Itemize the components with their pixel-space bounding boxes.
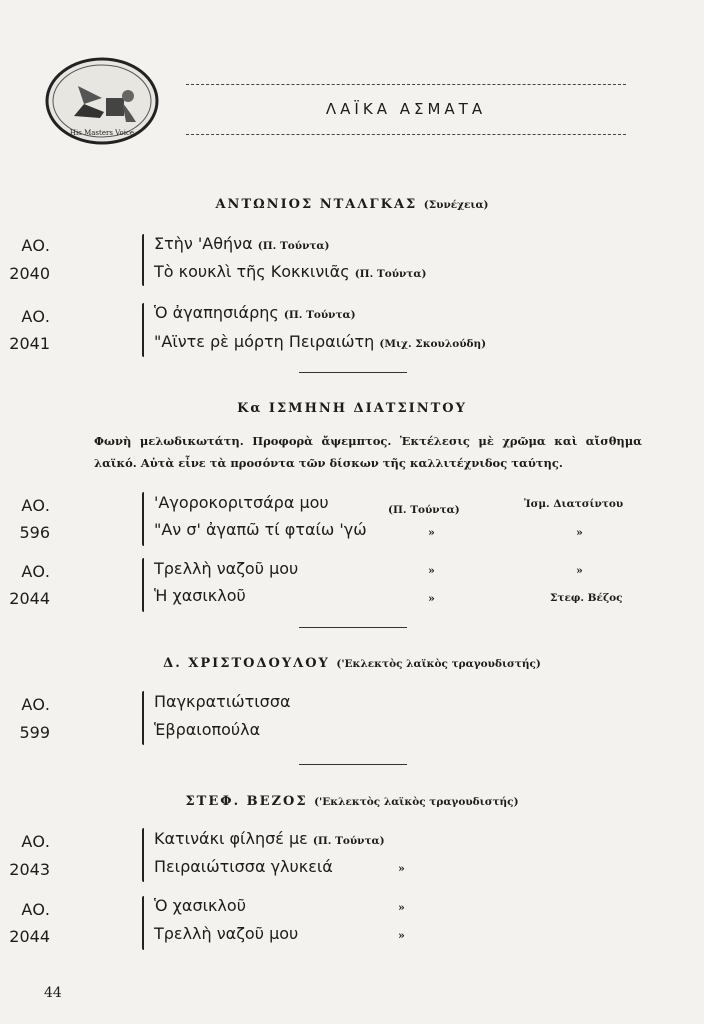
song-title: 'Αγοροκοριτσάρα μου bbox=[154, 493, 329, 512]
catalog-number: 599 bbox=[19, 723, 50, 742]
page-number: 44 bbox=[44, 985, 62, 1001]
ditto-mark: » bbox=[576, 564, 583, 577]
section-note: ('Εκλεκτὸς λαϊκὸς τραγουδιστής) bbox=[314, 796, 519, 808]
ditto-mark: » bbox=[398, 901, 405, 914]
catalog-label: ΑΟ. bbox=[21, 307, 50, 326]
catalog-number: 2040 bbox=[9, 264, 50, 283]
ditto-mark: » bbox=[398, 929, 405, 942]
section-divider bbox=[299, 372, 407, 373]
ditto-mark: » bbox=[428, 564, 435, 577]
record-brace bbox=[142, 234, 150, 286]
catalog-number: 2041 bbox=[9, 334, 50, 353]
section-divider bbox=[299, 627, 407, 628]
catalog-number: 2044 bbox=[9, 927, 50, 946]
artist-name: ΣΤΕΦ. ΒΕΖΟΣ bbox=[185, 794, 308, 809]
record-brace bbox=[142, 492, 150, 546]
composer: (Π. Τούντα) bbox=[388, 504, 460, 516]
song-title: Παγκρατιώτισσα bbox=[154, 692, 291, 711]
record-brace bbox=[142, 828, 150, 882]
song-title: "Αν σ' ἀγαπῶ τί φταίω 'γώ bbox=[154, 520, 367, 539]
ditto-mark: » bbox=[428, 526, 435, 539]
record-brace bbox=[142, 896, 150, 950]
his-masters-voice-logo bbox=[44, 56, 160, 146]
artist-name: Κα ΙΣΜΗΝΗ ΔΙΑΤΣΙΝΤΟΥ bbox=[237, 401, 467, 416]
song-line bbox=[154, 303, 356, 322]
song-title: Ἡ χασικλοῦ bbox=[154, 586, 246, 605]
svg-text:His Masters Voice: His Masters Voice bbox=[69, 129, 135, 137]
song-line bbox=[154, 332, 486, 351]
catalog-number: 2044 bbox=[9, 589, 50, 608]
song-title: Στὴν 'Αθήνα bbox=[154, 234, 253, 253]
song-line bbox=[154, 262, 426, 281]
performer: Στεφ. Βέζος bbox=[550, 592, 623, 604]
record-brace bbox=[142, 558, 150, 612]
artist-name: ΑΝΤΩΝΙΟΣ ΝΤΑΛΓΚΑΣ bbox=[215, 197, 418, 212]
song-line bbox=[154, 559, 298, 578]
catalog-label: ΑΟ. bbox=[21, 236, 50, 255]
composer: (Μιχ. Σκουλούδη) bbox=[379, 338, 487, 350]
composer: (Π. Τούντα) bbox=[312, 835, 385, 847]
header-rule-top bbox=[186, 84, 626, 85]
song-title: Τρελλὴ ναζοῦ μου bbox=[154, 924, 299, 943]
artist-name: Δ. ΧΡΙΣΤΟΔΟΥΛΟΥ bbox=[163, 656, 330, 671]
section-heading bbox=[0, 794, 704, 809]
catalog-label: ΑΟ. bbox=[21, 900, 50, 919]
song-title: Πειραιώτισσα γλυκειά bbox=[154, 857, 333, 876]
page-title: ΛΑΪΚΑ ΑΣΜΑΤΑ bbox=[325, 100, 487, 118]
song-title: Ὁ χασικλοῦ bbox=[154, 896, 246, 915]
song-title: "Αϊντε ρὲ μόρτη Πειραιώτη bbox=[154, 332, 375, 351]
section-heading bbox=[0, 197, 704, 212]
section-divider bbox=[299, 764, 407, 765]
song-line bbox=[154, 896, 246, 915]
song-line bbox=[154, 520, 367, 539]
song-line bbox=[154, 234, 329, 253]
section-note: ('Εκλεκτὸς λαϊκὸς τραγουδιστής) bbox=[336, 658, 541, 670]
song-line bbox=[154, 493, 329, 512]
catalog-label: ΑΟ. bbox=[21, 496, 50, 515]
catalog-label: ΑΟ. bbox=[21, 562, 50, 581]
song-title: Ἑβραιοπούλα bbox=[154, 720, 261, 739]
song-title: Κατινάκι φίλησέ με bbox=[154, 829, 308, 848]
catalog-label: ΑΟ. bbox=[21, 695, 50, 714]
song-title: Ὁ ἀγαπησιάρης bbox=[154, 303, 279, 322]
ditto-mark: » bbox=[428, 592, 435, 605]
record-brace bbox=[142, 303, 150, 357]
song-line bbox=[154, 586, 246, 605]
ditto-mark: » bbox=[398, 862, 405, 875]
song-line bbox=[154, 829, 385, 848]
catalog-number: 2043 bbox=[9, 860, 50, 879]
composer: (Π. Τούντα) bbox=[283, 309, 356, 321]
section-heading bbox=[0, 656, 704, 671]
record-brace bbox=[142, 691, 150, 745]
section-heading bbox=[0, 401, 704, 416]
song-title: Τὸ κουκλὶ τῆς Κοκκινιᾶς bbox=[154, 262, 350, 281]
song-line bbox=[154, 692, 291, 711]
catalog-label: ΑΟ. bbox=[21, 832, 50, 851]
song-line bbox=[154, 857, 333, 876]
song-title: Τρελλὴ ναζοῦ μου bbox=[154, 559, 299, 578]
performer: Ἰσμ. Διατσίντου bbox=[524, 498, 624, 510]
header-rule-bottom bbox=[186, 134, 626, 135]
catalog-number: 596 bbox=[19, 523, 50, 542]
composer: (Π. Τούντα) bbox=[257, 240, 330, 252]
artist-description: Φωνὴ μελωδικωτάτη. Προφορὰ ἄψεμπτος. Ἐκτέλεσις μὲ χρῶμα καὶ αἴσθημα λαϊκό. Αὐτὰ εἶνε τὰ προσόντα τῶν δίσκων τῆς καλλιτέχνιδος ταύτης. bbox=[94, 434, 642, 470]
section-note: (Συνέχεια) bbox=[423, 199, 489, 211]
song-line bbox=[154, 924, 298, 943]
song-line bbox=[154, 720, 260, 739]
ditto-mark: » bbox=[576, 526, 583, 539]
composer: (Π. Τούντα) bbox=[354, 268, 427, 280]
